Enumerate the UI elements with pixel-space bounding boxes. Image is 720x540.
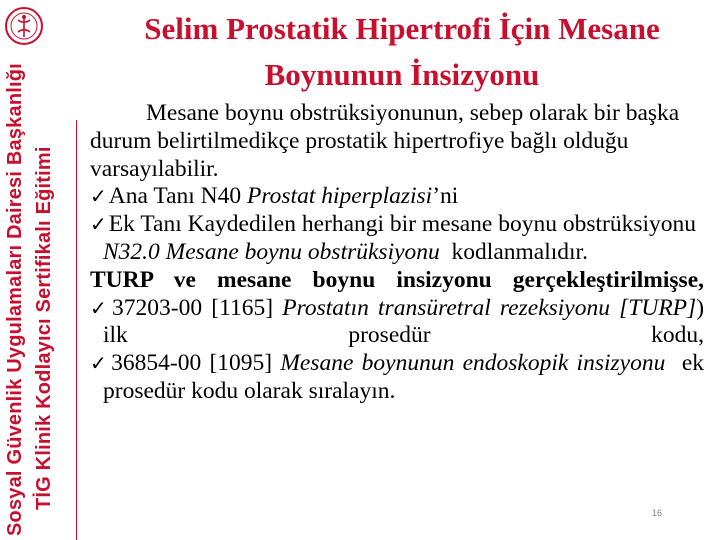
check-icon: ✓	[90, 295, 111, 320]
slide-title	[92, 6, 712, 98]
secondary-diagnosis-item	[90, 211, 704, 239]
sidebar-training-name: TİG Klinik Kodlayıcı Sertifikalı Eğitimi	[33, 146, 55, 510]
first-procedure-item	[90, 295, 704, 351]
slide-title-line1: Selim Prostatik Hipertrofi İçin Mesane	[144, 11, 660, 46]
turp-heading: TURP ve mesane boynu insizyonu gerçekleştirilmişse,	[90, 266, 704, 293]
secondary-diagnosis-suffix: kodlanmalıdır.	[451, 238, 588, 265]
secondary-diagnosis-label: Ek Tanı	[108, 211, 182, 238]
secondary-diagnosis-code-line	[90, 239, 704, 267]
secondary-diagnosis-text: Kaydedilen herhangi bir mesane boynu obstrüksiyonu	[187, 211, 697, 238]
page-number: 16	[652, 508, 663, 518]
slide-title-line2: Boynunun İnsizyonu	[264, 57, 540, 92]
first-procedure-code: 37203-00 [1165]	[112, 294, 274, 321]
ministry-seal-icon	[4, 6, 44, 46]
sidebar-department-name: Sosyal Güvenlik Uygulamaları Dairesi Başkanlığı	[4, 63, 26, 536]
check-icon: ✓	[90, 184, 107, 209]
main-diagnosis-label: Ana Tanı N40	[108, 183, 242, 210]
main-diagnosis-name: Prostat hiperplazisi	[247, 183, 433, 210]
main-diagnosis-item	[90, 183, 704, 211]
first-procedure-name: Prostatın transüretral rezeksiyonu [TURP]	[282, 294, 697, 321]
second-procedure-item	[90, 350, 704, 406]
slide-content	[90, 100, 704, 406]
secondary-diagnosis-code: N32.0 Mesane boynu obstrüksiyonu	[103, 238, 440, 265]
check-icon: ✓	[90, 351, 110, 376]
first-procedure-suffix: ) ilk prosedür kodu,	[103, 294, 705, 349]
second-procedure-code: 36854-00 [1095]	[111, 350, 273, 377]
sidebar-divider	[76, 120, 77, 540]
check-icon: ✓	[90, 212, 107, 237]
main-diagnosis-suffix: ’ni	[432, 183, 459, 210]
intro-paragraph: Mesane boynu obstrüksiyonunun, sebep olarak bir başka durum belirtilmedikçe prostatik hipertrofiye bağlı olduğu varsayılabilir.	[90, 100, 680, 182]
second-procedure-name: Mesane boynunun endoskopik insizyonu	[280, 350, 666, 377]
second-procedure-suffix: ek prosedür kodu olarak sıralayın.	[103, 350, 704, 404]
sidebar	[0, 0, 82, 540]
